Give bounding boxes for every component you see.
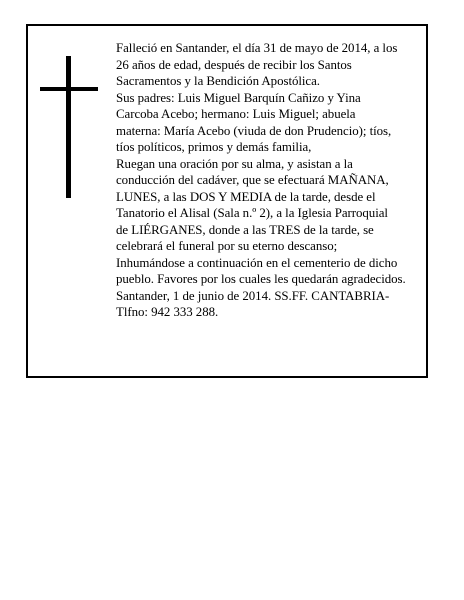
notice-line: Carcoba Acebo; hermano: Luis Miguel; abuela xyxy=(116,107,356,121)
notice-line: Falleció en Santander, el día 31 de mayo de 2014, a los xyxy=(116,41,398,55)
notice-line: Inhumándose a continuación en el cementerio de dicho xyxy=(116,255,398,270)
latin-cross-icon xyxy=(40,56,98,198)
notice-line: LUNES, a las DOS Y MEDIA de la tarde, desde el xyxy=(116,189,376,204)
notice-line: Sus padres: Luis Miguel Barquín Cañizo y Yina xyxy=(116,90,361,105)
notice-line: tíos políticos, primos y demás familia, xyxy=(116,140,312,154)
notice-line: de LIÉRGANES, donde a las TRES de la tarde, se xyxy=(116,222,374,237)
notice-line: Sacramentos y la Bendición Apostólica. xyxy=(116,74,320,88)
notice-line: Ruegan una oración por su alma, y asistan a la xyxy=(116,156,353,171)
obituary-text xyxy=(116,40,422,321)
cross-vertical-bar xyxy=(66,56,71,198)
notice-line: Santander, 1 de junio de 2014. SS.FF. CANTABRIA- xyxy=(116,288,390,303)
obituary-notice xyxy=(26,24,428,378)
notice-line: 26 años de edad, después de recibir los Santos xyxy=(116,57,352,72)
notice-line: conducción del cadáver, que se efectuará MAÑANA, xyxy=(116,173,389,187)
notice-line: Tlfno: 942 333 288. xyxy=(116,305,219,319)
cross-horizontal-bar xyxy=(40,87,98,91)
notice-line: Tanatorio el Alisal (Sala n.º 2), a la Iglesia Parroquial xyxy=(116,206,388,220)
notice-line: pueblo. Favores por los cuales les quedarán agradecidos. xyxy=(116,272,406,286)
notice-line: celebrará el funeral por su eterno descanso; xyxy=(116,239,338,253)
notice-line: materna: María Acebo (viuda de don Prudencio); tíos, xyxy=(116,123,392,138)
